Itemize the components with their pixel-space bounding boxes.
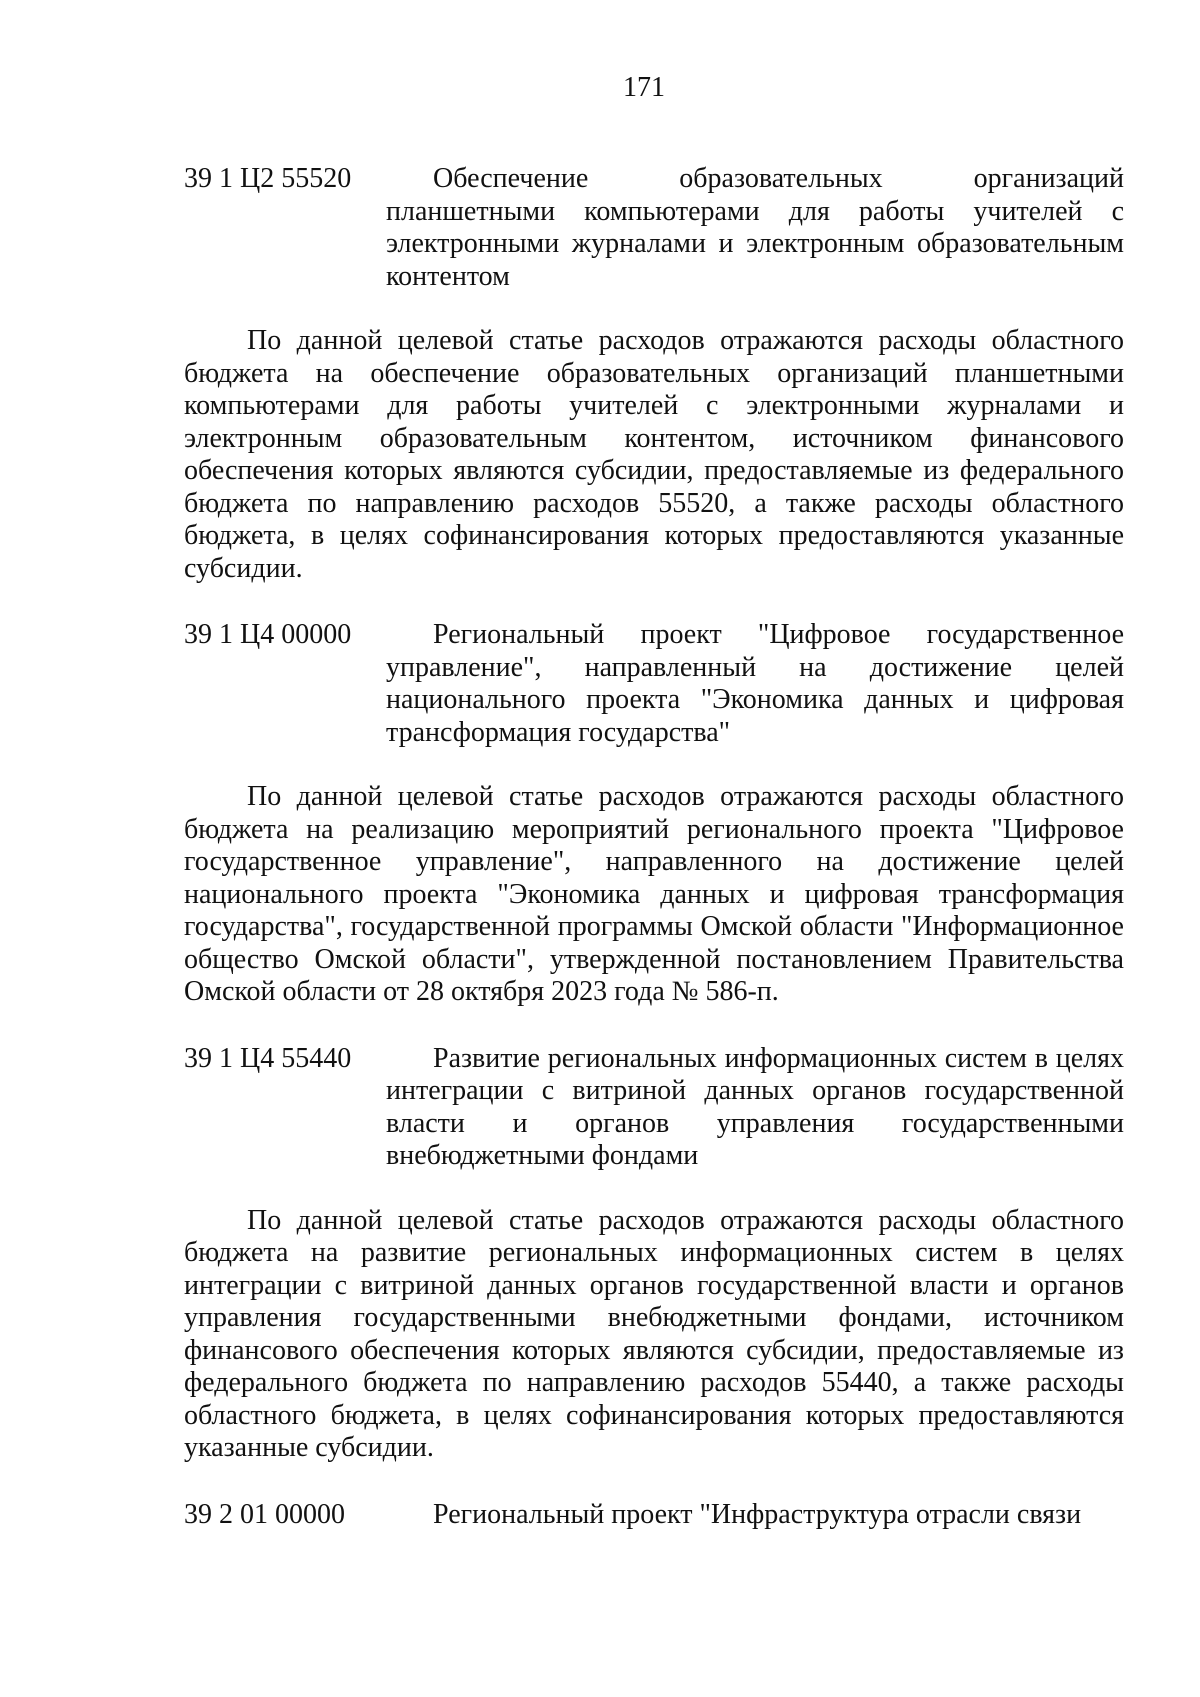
entry-code: 39 1 Ц4 00000 [184, 619, 352, 650]
budget-entry [184, 619, 1124, 749]
budget-entry [184, 163, 1124, 293]
entry-title: Региональный проект "Цифровое государственное управление", направленный на достижение целей национального проекта "Экономика данных и цифровая трансформация государства" [386, 619, 1124, 748]
entry-title: Региональный проект "Инфраструктура отрасли связи [433, 1498, 1082, 1530]
entry-description: По данной целевой статье расходов отражаются расходы областного бюджета на обеспечение образовательных организаций планшетными компьютерами для работы учителей с электронными журналами и электронным образовательным контентом, источником финансового обеспечения которых являются субсидии, предоставляемые из федерального бюджета по направлению расходов 55520, а также расходы областного бюджета, в целях софинансирования которых предоставляются указанные субсидии. [184, 325, 1124, 584]
entry-description: По данной целевой статье расходов отражаются расходы областного бюджета на развитие региональных информационных систем в целях интеграции с витриной данных органов государственной власти и органов управления государственными внебюджетными фондами, источником финансового обеспечения которых являются субсидии, предоставляемые из федерального бюджета по направлению расходов 55440, а также расходы областного бюджета, в целях софинансирования которых предоставляются указанные субсидии. [184, 1204, 1124, 1463]
entry-title: Развитие региональных информационных систем в целях интеграции с витриной данных органов государственной власти и органов управления государственными внебюджетными фондами [386, 1042, 1124, 1171]
budget-entry [184, 1499, 1124, 1532]
entry-code: 39 2 01 00000 [184, 1498, 345, 1530]
entry-description: По данной целевой статье расходов отражаются расходы областного бюджета на реализацию мероприятий регионального проекта "Цифровое государственное управление", направленного на достижение целей национального проекта "Экономика данных и цифровая трансформация государства", государственной программы Омской области "Информационное общество Омской области", утвержденной постановлением Правительства Омской области от 28 октября 2023 года № 586-п. [184, 781, 1124, 1007]
entry-code: 39 1 Ц4 55440 [184, 1042, 352, 1074]
entry-code: 39 1 Ц2 55520 [184, 163, 352, 194]
budget-entry [184, 1043, 1124, 1173]
entry-title: Обеспечение образовательных организаций планшетными компьютерами для работы учителей с электронными журналами и электронным образовательным контентом [386, 163, 1124, 292]
document-body [184, 163, 1124, 1531]
page-number: 171 [623, 72, 665, 103]
